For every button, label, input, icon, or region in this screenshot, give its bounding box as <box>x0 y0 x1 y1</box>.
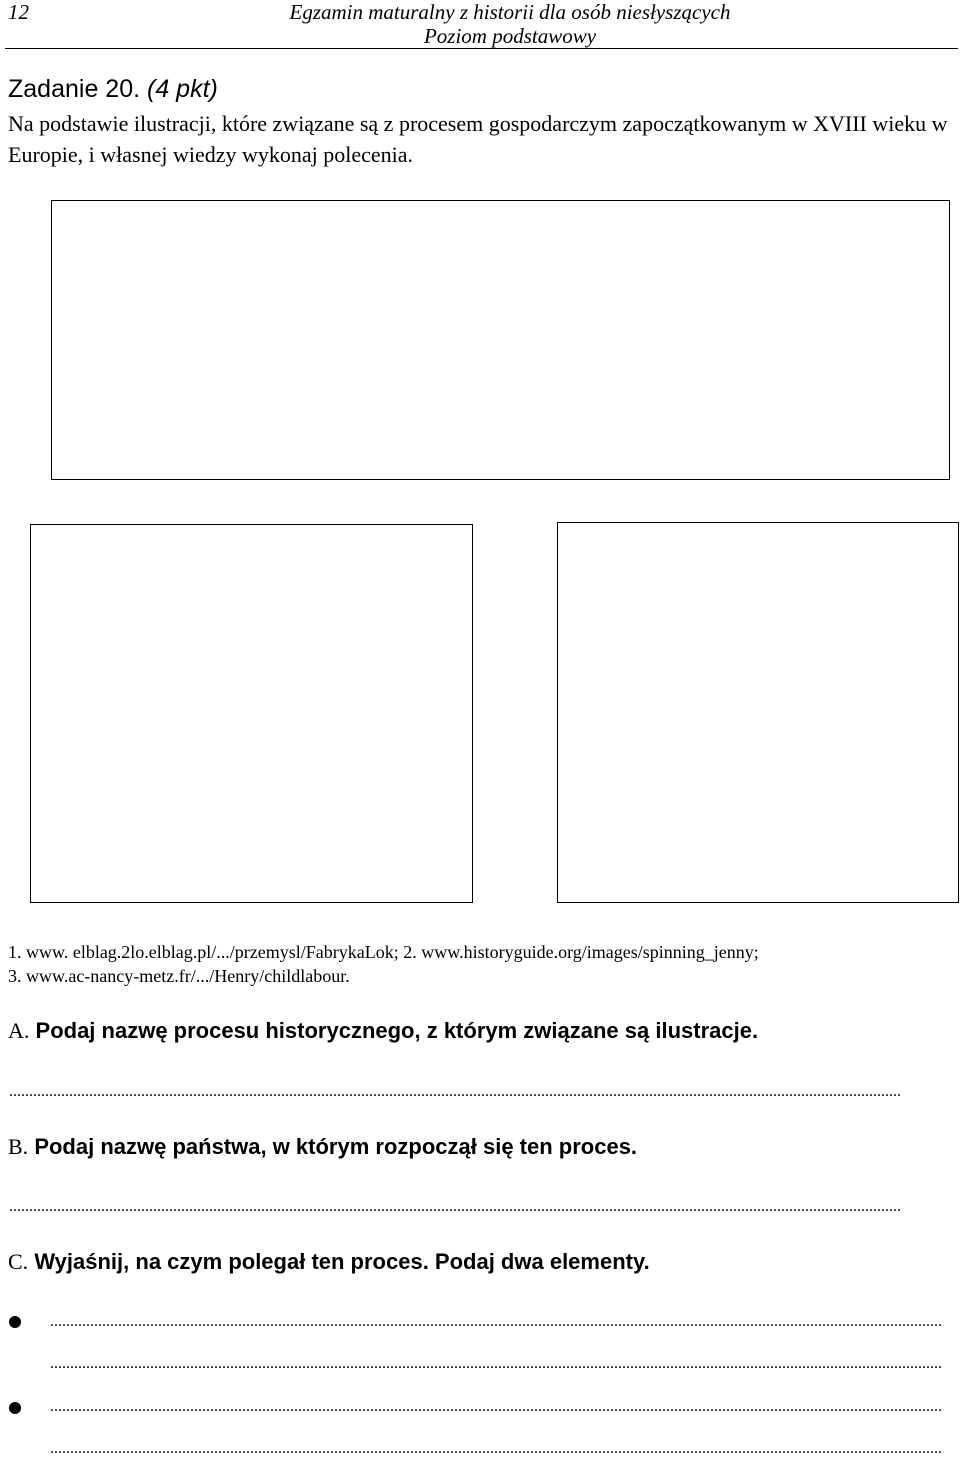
answer-line-c-1b[interactable]: ............................................................................................................................................................................................................................... <box>50 1356 942 1372</box>
answer-line-c-1a[interactable]: ............................................................................................................................................................................................................................... <box>50 1314 942 1330</box>
illustration-sources <box>8 940 759 988</box>
task-heading <box>8 74 218 104</box>
task-number: Zadanie 20. <box>8 75 141 103</box>
answer-line-c-2b[interactable]: ............................................................................................................................................................................................................................... <box>50 1441 942 1457</box>
illustration-1-frame <box>51 200 950 480</box>
answer-line-a[interactable]: ............................................................................................................................................................................................................................... <box>9 1084 901 1100</box>
task-points: (4 pkt) <box>147 75 218 103</box>
illustration-3-frame <box>557 522 959 903</box>
sources-line-2: 3. www.ac-nancy-metz.fr/.../Henry/childlabour. <box>8 966 350 986</box>
question-c <box>8 1249 650 1275</box>
exam-title: Egzamin maturalny z historii dla osób niesłyszących <box>289 0 731 24</box>
bullet-1 <box>9 1316 21 1328</box>
task-intro: Na podstawie ilustracji, które związane są z procesem gospodarczym zapoczątkowanym w XVIII wieku w Europie, i własnej wiedzy wykonaj polecenia. <box>8 111 948 167</box>
question-c-letter: C. <box>8 1249 29 1274</box>
sources-line-1: 1. www. elblag.2lo.elblag.pl/.../przemysl/FabrykaLok; 2. www.historyguide.org/images/spinning_jenny; <box>8 942 759 962</box>
bullet-2 <box>9 1402 21 1414</box>
question-a-letter: A. <box>8 1018 30 1043</box>
answer-line-b[interactable]: ............................................................................................................................................................................................................................... <box>9 1199 901 1215</box>
question-b-letter: B. <box>8 1134 29 1159</box>
question-a <box>8 1018 758 1044</box>
question-c-text: Wyjaśnij, na czym polegał ten proces. Podaj dwa elementy. <box>34 1249 650 1274</box>
illustration-2-frame <box>30 524 473 903</box>
question-b-text: Podaj nazwę państwa, w którym rozpoczął się ten proces. <box>34 1134 638 1159</box>
header-divider <box>5 48 958 49</box>
exam-level: Poziom podstawowy <box>423 24 597 48</box>
question-b <box>8 1134 637 1160</box>
page-number: 12 <box>8 0 29 24</box>
answer-line-c-2a[interactable]: ............................................................................................................................................................................................................................... <box>50 1399 942 1415</box>
question-a-text: Podaj nazwę procesu historycznego, z którym związane są ilustracje. <box>35 1018 759 1043</box>
